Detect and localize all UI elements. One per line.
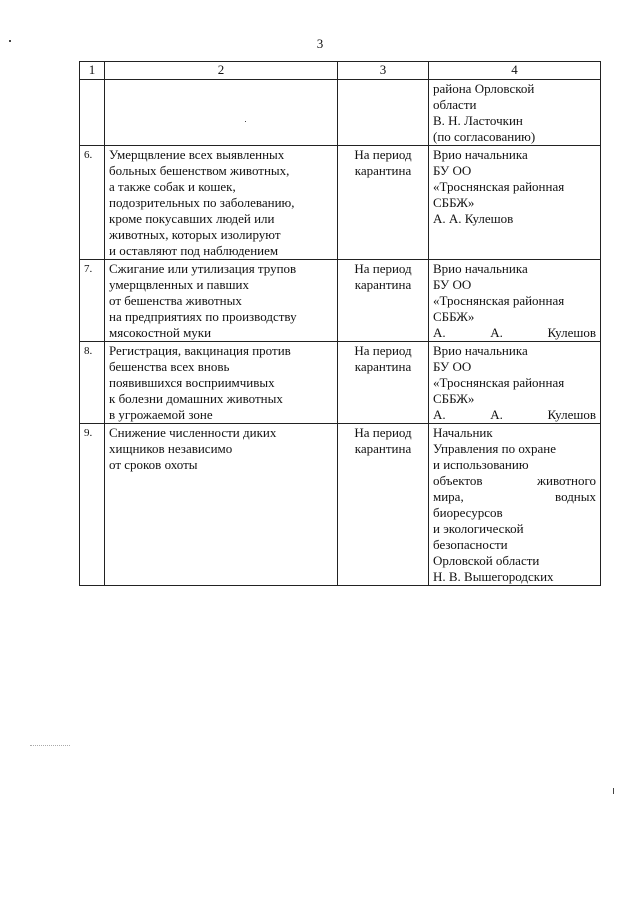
header-cell: 2: [105, 62, 338, 80]
measure-cell-line: мясокостной муки: [109, 325, 212, 340]
measure-cell-line: Сжигание или утилизация трупов: [109, 261, 297, 276]
measure-cell: [105, 424, 338, 586]
period-cell: [338, 260, 429, 342]
measure-cell: [105, 80, 338, 146]
responsible-cell-line: Врио начальника: [433, 147, 528, 162]
measure-cell-line: появившихся восприимчивых: [109, 375, 275, 390]
period-cell: [338, 342, 429, 424]
period-cell-line: На период: [354, 147, 412, 162]
responsible-cell-line: «Троснянская районная: [433, 179, 565, 194]
header-cell: 4: [429, 62, 601, 80]
row-number: 8.: [80, 342, 105, 424]
measure-cell-line: на предприятиях по производству: [109, 309, 297, 324]
responsible-cell-line: биоресурсов: [433, 505, 503, 520]
responsible-cell-line: области: [433, 97, 477, 112]
responsible-cell-line: безопасности: [433, 537, 508, 552]
period-cell: [338, 146, 429, 260]
scan-speck: [613, 788, 614, 794]
responsible-cell-line: СББЖ»: [433, 391, 475, 406]
period-cell-line: На период: [354, 425, 412, 440]
responsible-cell: [429, 260, 601, 342]
table-row: [80, 80, 601, 146]
header-cell: 3: [338, 62, 429, 80]
table-row: [80, 260, 601, 342]
responsible-cell-line: Н. В. Вышегородских: [433, 569, 554, 584]
responsible-cell: [429, 80, 601, 146]
measure-cell-line: Регистрация, вакцинация против: [109, 343, 291, 358]
page-number: 3: [316, 36, 324, 51]
row-number: 7.: [80, 260, 105, 342]
measure-cell-line: подозрительных по заболеванию,: [109, 195, 295, 210]
measure-cell: [105, 260, 338, 342]
responsible-cell-line: В. Н. Ласточкин: [433, 113, 523, 128]
period-cell-line: карантина: [354, 163, 412, 178]
responsible-cell-line: объектов животного: [433, 473, 596, 488]
responsible-cell-line: Врио начальника: [433, 343, 528, 358]
responsible-cell-line: Врио начальника: [433, 261, 528, 276]
responsible-cell: [429, 342, 601, 424]
period-cell-line: карантина: [354, 277, 412, 292]
period-cell: [338, 424, 429, 586]
measure-cell-line: и оставляют под наблюдением: [109, 243, 279, 258]
period-cell-line: карантина: [354, 441, 412, 456]
measures-table: [79, 61, 601, 586]
measure-cell-line: от сроков охоты: [109, 457, 198, 472]
responsible-cell-line: Начальник: [433, 425, 493, 440]
responsible-cell-line: СББЖ»: [433, 309, 475, 324]
responsible-cell-line: района Орловской: [433, 81, 535, 96]
header-cell: 1: [80, 62, 105, 80]
measure-cell-line: умерщвленных и павших: [109, 277, 249, 292]
measure-cell-line: от бешенства животных: [109, 293, 242, 308]
period-cell-line: На период: [354, 343, 412, 358]
scan-speck: [9, 40, 11, 42]
row-number: 9.: [80, 424, 105, 586]
measure-cell-line: Умерщвление всех выявленных: [109, 147, 285, 162]
table-row: [80, 146, 601, 260]
measure-cell: [105, 342, 338, 424]
responsible-cell-line: БУ ОО: [433, 163, 472, 178]
measure-cell-line: хищников независимо: [109, 441, 233, 456]
measure-cell-line: кроме покусавших людей или: [109, 211, 275, 226]
responsible-cell: [429, 146, 601, 260]
period-cell-line: На период: [354, 261, 412, 276]
responsible-cell-line: «Троснянская районная: [433, 293, 565, 308]
measure-cell: [105, 146, 338, 260]
measure-cell-line: Снижение численности диких: [109, 425, 277, 440]
responsible-cell-line: А. А. Кулешов: [433, 211, 514, 226]
responsible-cell-line: БУ ОО: [433, 277, 472, 292]
responsible-cell-line: мира, водных: [433, 489, 596, 504]
measure-cell-line: в угрожаемой зоне: [109, 407, 213, 422]
measure-cell-line: животных, которых изолируют: [109, 227, 281, 242]
responsible-cell-line: СББЖ»: [433, 195, 475, 210]
measure-cell-line: к болезни домашних животных: [109, 391, 283, 406]
measure-cell-line: а также собак и кошек,: [109, 179, 236, 194]
measure-cell-line: бешенства всех вновь: [109, 359, 230, 374]
table-row: [80, 424, 601, 586]
measure-cell-line: больных бешенством животных,: [109, 163, 290, 178]
table-row: [80, 342, 601, 424]
scan-artifact: [30, 745, 70, 747]
table-header-row: [80, 62, 601, 80]
responsible-cell: [429, 424, 601, 586]
row-number: [80, 80, 105, 146]
period-cell: [338, 80, 429, 146]
responsible-cell-line: «Троснянская районная: [433, 375, 565, 390]
responsible-cell-line: А. А. Кулешов: [433, 407, 596, 422]
responsible-cell-line: БУ ОО: [433, 359, 472, 374]
responsible-cell-line: и экологической: [433, 521, 524, 536]
period-cell-line: карантина: [354, 359, 412, 374]
responsible-cell-line: Орловской области: [433, 553, 540, 568]
responsible-cell-line: А. А. Кулешов: [433, 325, 596, 340]
responsible-cell-line: (по согласованию): [433, 129, 536, 144]
row-number: 6.: [80, 146, 105, 260]
responsible-cell-line: и использованию: [433, 457, 529, 472]
responsible-cell-line: Управления по охране: [433, 441, 557, 456]
